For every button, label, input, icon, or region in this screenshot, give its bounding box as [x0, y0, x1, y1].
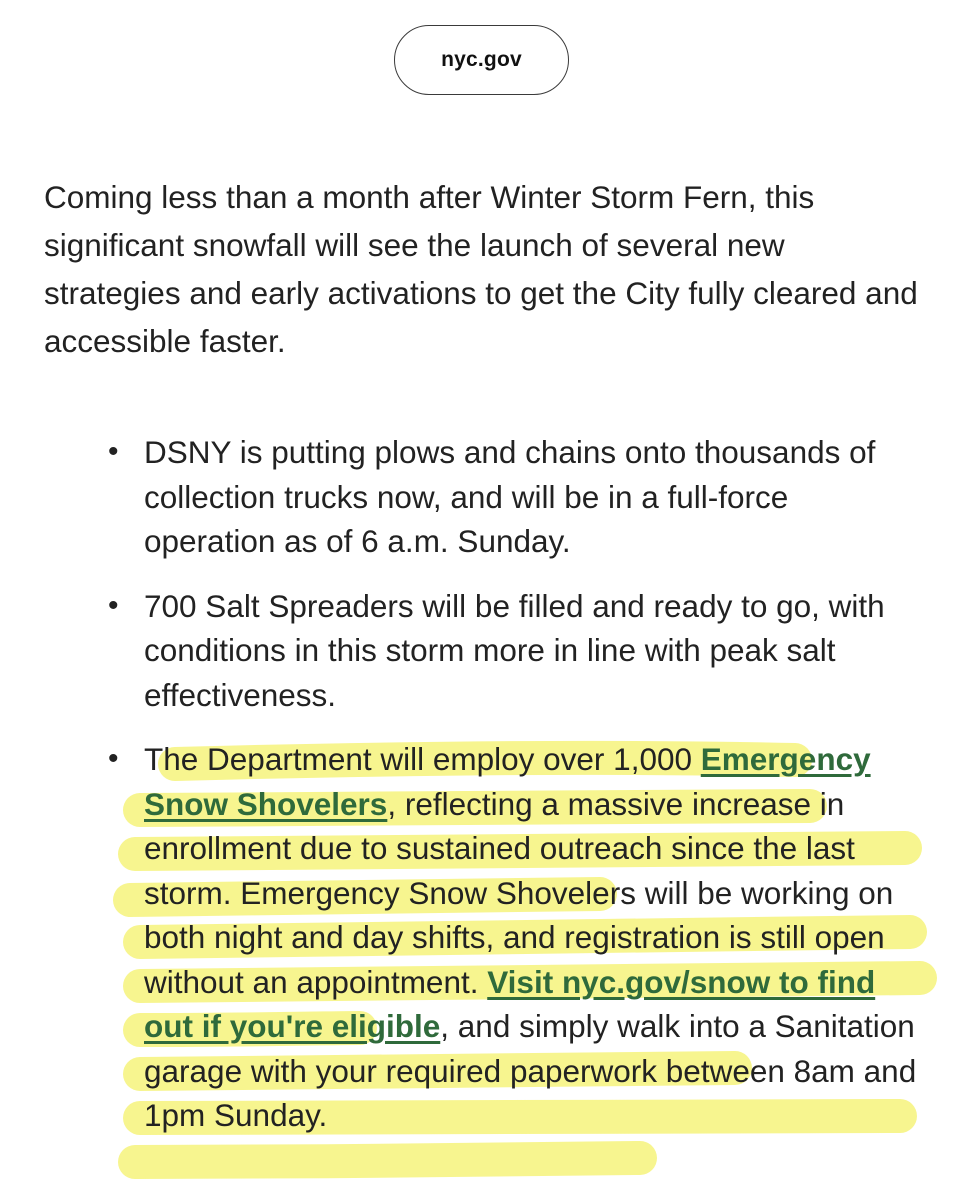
domain-label: nyc.gov [441, 48, 522, 71]
visit-snow-eligibility-link[interactable]: Visit nyc.gov/snow to find out if you're eligible [144, 963, 876, 1044]
list-item [0, 737, 924, 1138]
bullet-text: DSNY is putting plows and chains onto thousands of collection trucks now, and will be in a full-force operation as of 6 a.m. Sunday. [144, 434, 876, 559]
bullet-text-part: The Department will employ over 1,000 [144, 741, 701, 777]
emergency-snow-shovelers-link[interactable]: Emergency Snow Shovelers [144, 741, 871, 822]
bullet-dot: • [108, 742, 119, 775]
bullet-dot: • [108, 435, 119, 468]
bullet-dot: • [108, 588, 119, 622]
list-item [0, 584, 924, 718]
url-pill[interactable] [394, 25, 569, 95]
bullet-text: 700 Salt Spreaders will be filled and ready to go, with conditions in this storm more in line with peak salt effectiveness. [144, 587, 885, 713]
intro-paragraph: Coming less than a month after Winter Storm Fern, this significant snowfall will see the launch of several new strategies and early activations to get the City fully cleared and accessible faster. [44, 179, 918, 359]
bullet-text-part: , reflecting a massive increase in enrollment due to sustained outreach since the last storm. Emergency Snow Shovelers will be working on both night and day shifts, and registration is still open without an appointment. [144, 785, 894, 1000]
bullet-list [0, 430, 966, 1138]
bullet-text-part: , and simply walk into a Sanitation garage with your required paperwork between 8am and 1pm Sunday. [144, 1008, 917, 1133]
list-item [0, 430, 924, 564]
